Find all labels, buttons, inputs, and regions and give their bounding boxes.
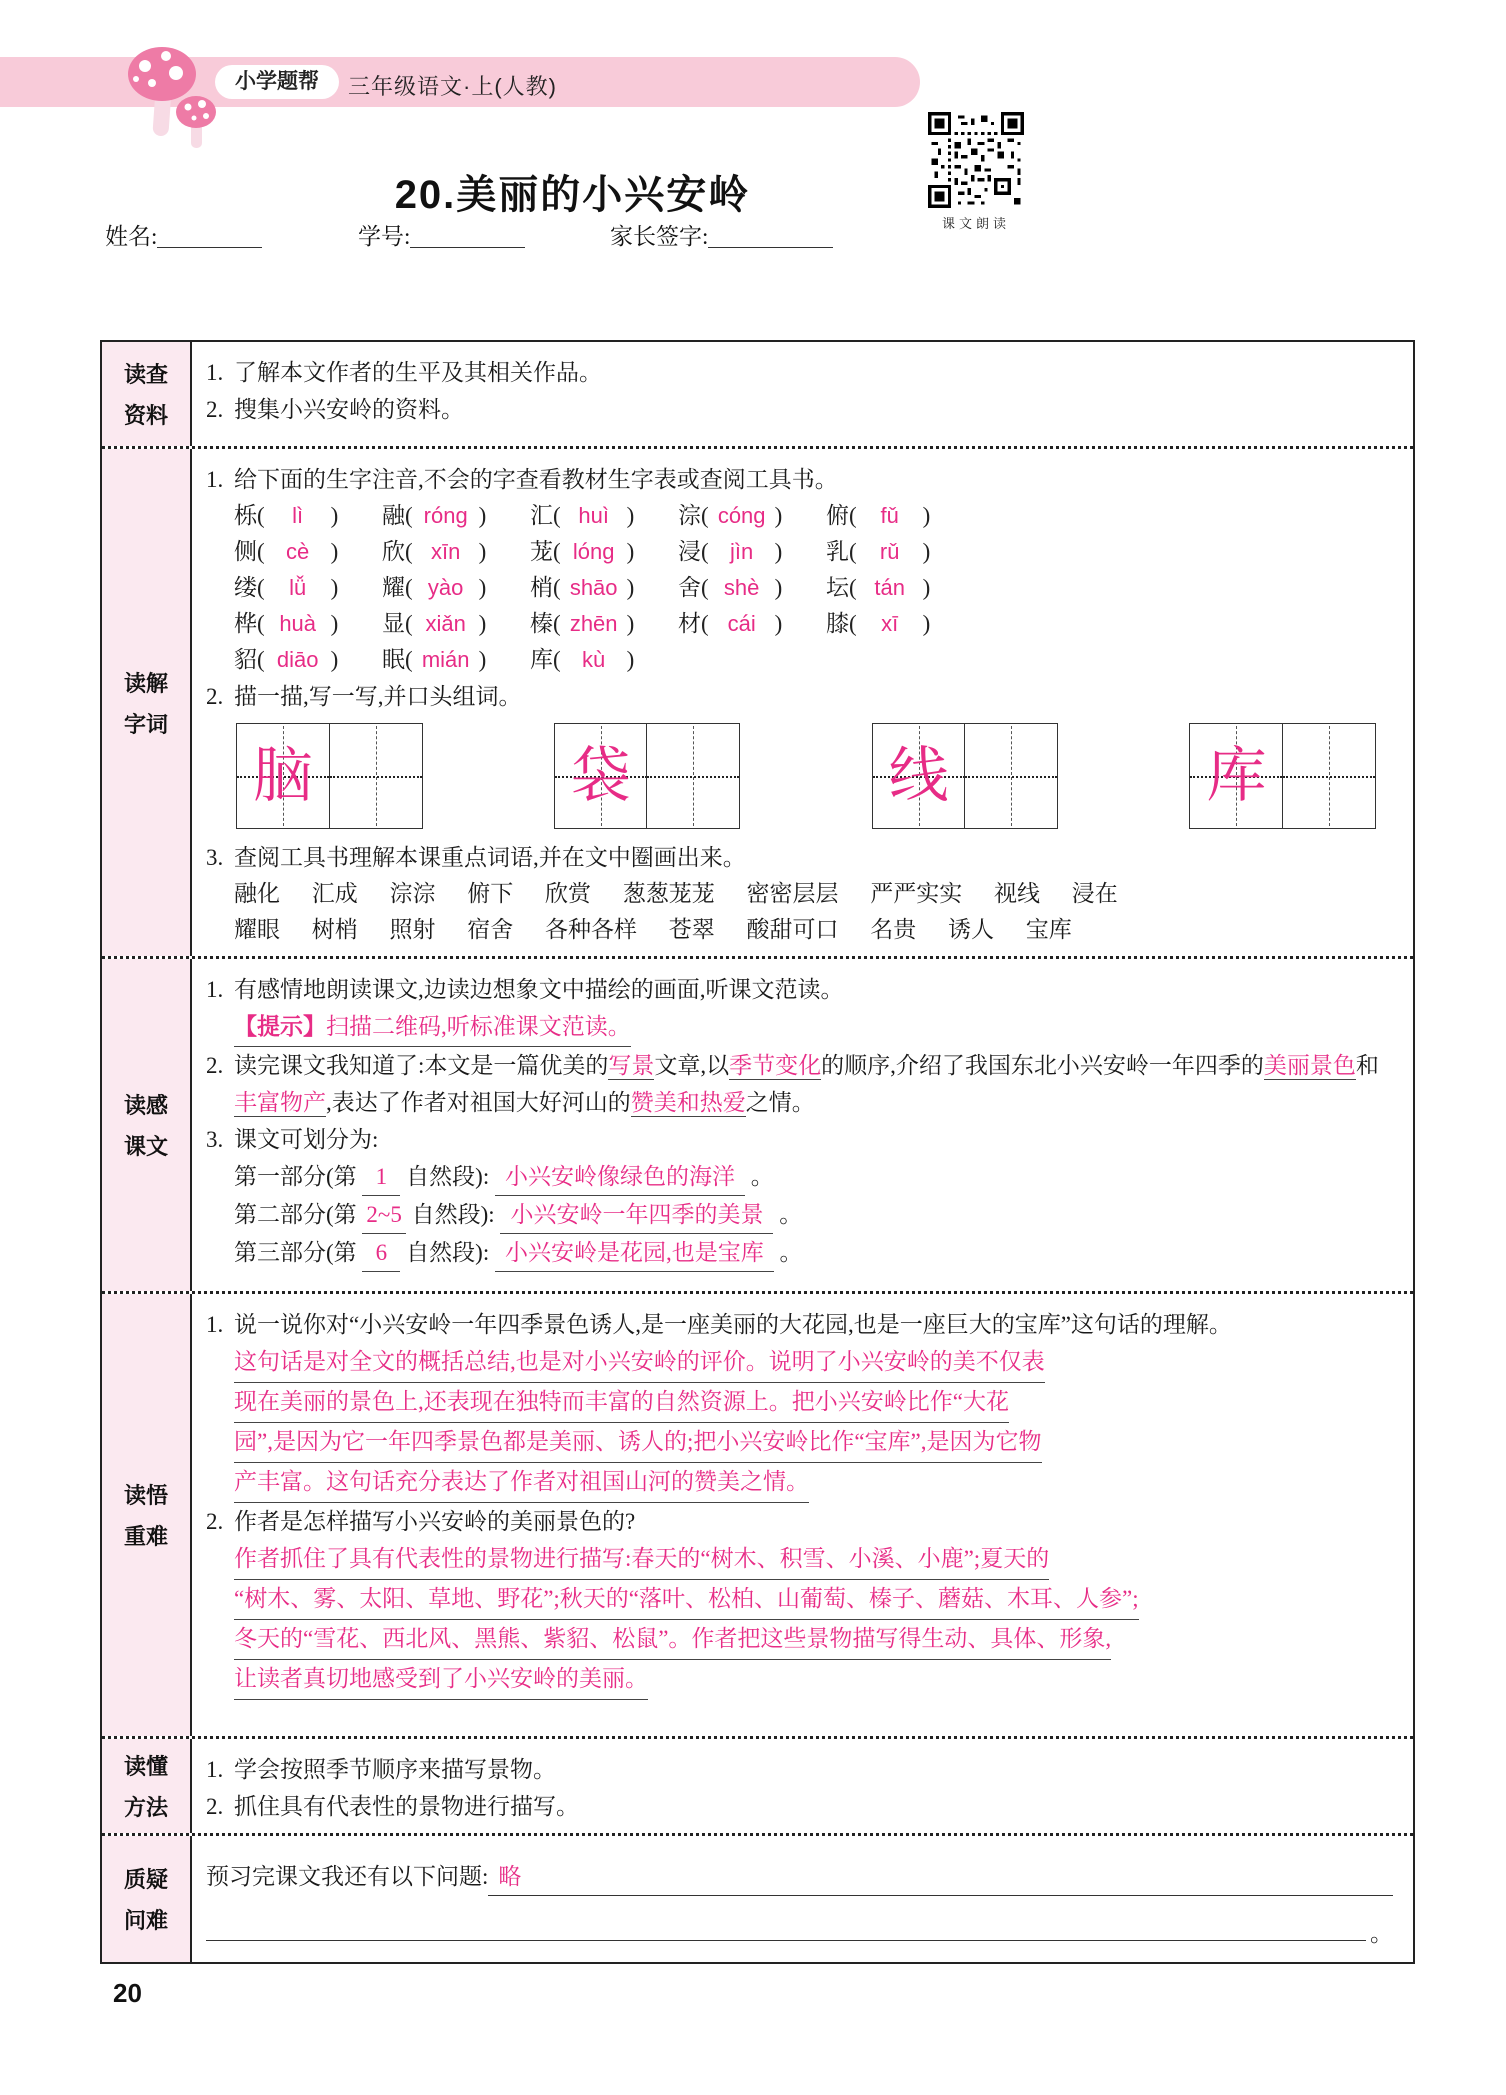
part-mid: 自然段):	[406, 1164, 490, 1189]
vocab-word: 各种各样	[545, 917, 637, 942]
trace-box[interactable]	[872, 723, 966, 829]
part-prefix: 第三部分(第	[234, 1240, 357, 1265]
pinyin-char: 耀	[382, 575, 405, 600]
edition-label: 三年级语文·上(人教)	[348, 74, 557, 99]
vocab-word: 淙淙	[389, 881, 436, 906]
trace-char: 库	[1206, 743, 1267, 809]
paren-close: )	[626, 503, 635, 528]
pinyin-annotation: lǚ	[289, 575, 307, 600]
paren-close: )	[922, 539, 931, 564]
vocab-word: 树梢	[311, 917, 358, 942]
vocab-word: 严严实实	[870, 881, 963, 906]
pinyin-entry	[530, 606, 678, 642]
section-reading	[102, 956, 1413, 1291]
section-label-method: 读懂 方法	[102, 1739, 192, 1833]
pinyin-annotation: kù	[582, 647, 606, 672]
paren-open: (	[257, 647, 265, 672]
parent-sign-field[interactable]	[610, 218, 833, 251]
pinyin-annotation: diāo	[276, 647, 319, 672]
pinyin-char: 俯	[826, 503, 849, 528]
item-summary: 2. 读完课文我知道了:本文是一篇优美的写景文章,以季节变化的顺序,介绍了我国东北小兴安岭一年四季的美丽景色和丰富物产,表达了作者对祖国大好河山的赞美和热爱之情。	[206, 1047, 1393, 1121]
pinyin-annotation: róng	[423, 503, 468, 528]
pinyin-entry	[826, 570, 974, 606]
part-number-blank: 6	[362, 1234, 400, 1272]
pinyin-annotation: shāo	[569, 575, 618, 600]
vocab-word: 宝库	[1025, 917, 1072, 942]
paren-close: )	[922, 503, 931, 528]
parent-sign-label: 家长签字:	[610, 224, 709, 249]
pinyin-char: 榛	[530, 611, 553, 636]
pinyin-annotation: huì	[578, 503, 609, 528]
passage-part-line	[234, 1234, 1393, 1272]
pinyin-annotation: rǔ	[879, 539, 900, 564]
pinyin-char: 坛	[826, 575, 849, 600]
paren-close: )	[774, 539, 783, 564]
name-field[interactable]	[105, 218, 262, 251]
student-id-field[interactable]	[358, 218, 525, 251]
paren-close: )	[478, 539, 487, 564]
paren-close: )	[922, 575, 931, 600]
section-read-research	[102, 342, 1413, 446]
pinyin-entry	[530, 498, 678, 534]
trace-box[interactable]	[554, 723, 648, 829]
pinyin-char: 茏	[530, 539, 553, 564]
paren-open: (	[257, 611, 265, 636]
pinyin-grid	[234, 498, 1393, 678]
pinyin-annotation: fǔ	[880, 503, 899, 528]
section-label-reading: 读感 课文	[102, 959, 192, 1291]
paren-open: (	[553, 539, 561, 564]
vocab-line-1	[234, 876, 1393, 912]
pinyin-entry	[530, 642, 678, 678]
answer-line: 让读者真切地感受到了小兴安岭的美丽。	[234, 1660, 648, 1700]
question-blank-line-2[interactable]	[206, 1910, 1366, 1941]
name-label: 姓名:	[105, 224, 158, 249]
pinyin-entry	[382, 642, 530, 678]
item-number: 2.	[206, 397, 224, 422]
pinyin-entry	[678, 534, 826, 570]
writing-grid-group[interactable]	[554, 723, 741, 829]
pinyin-char: 材	[678, 611, 701, 636]
pinyin-annotation: xīn	[430, 539, 461, 564]
paren-open: (	[405, 647, 413, 672]
part-number-blank: 1	[362, 1158, 400, 1196]
item-number: 1.	[206, 1757, 224, 1782]
pinyin-entry	[382, 498, 530, 534]
pinyin-char: 舍	[678, 575, 701, 600]
trace-char: 脑	[253, 743, 313, 809]
student-info-row	[0, 218, 1411, 252]
part-answer-blank: 小兴安岭像绿色的海洋	[495, 1158, 745, 1196]
structure-lead: 课文可划分为:	[234, 1127, 379, 1152]
paren-close: )	[330, 503, 339, 528]
paren-close: )	[330, 575, 339, 600]
paren-close: )	[478, 575, 487, 600]
paren-close: )	[774, 611, 783, 636]
part-prefix: 第二部分(第	[234, 1202, 357, 1227]
mushroom-logo-icon	[112, 38, 227, 158]
answer-line: 这句话是对全文的概括总结,也是对小兴安岭的评价。说明了小兴安岭的美不仅表	[234, 1343, 1045, 1383]
paren-close: )	[478, 647, 487, 672]
part-mid: 自然段):	[406, 1240, 490, 1265]
pinyin-char: 缕	[234, 575, 257, 600]
part-number-blank: 2~5	[362, 1196, 405, 1234]
vocab-line-2	[234, 912, 1393, 948]
pinyin-char: 乳	[826, 539, 849, 564]
highlight-blank: 写景	[608, 1053, 655, 1078]
part-answer-blank: 小兴安岭是花园,也是宝库	[495, 1234, 774, 1272]
paren-open: (	[405, 575, 413, 600]
writing-grid[interactable]	[236, 723, 1376, 829]
pinyin-annotation: yào	[427, 575, 464, 600]
list-item	[206, 391, 1393, 428]
part-answer-blank: 小兴安岭一年四季的美景	[500, 1196, 773, 1234]
paren-open: (	[849, 503, 857, 528]
part-mid: 自然段):	[411, 1202, 495, 1227]
pinyin-char: 浸	[678, 539, 701, 564]
paren-close: )	[626, 575, 635, 600]
item-text: 学会按照季节顺序来描写景物。	[234, 1757, 556, 1782]
paren-open: (	[405, 539, 413, 564]
vocab-word: 视线	[994, 881, 1040, 906]
paren-open: (	[701, 611, 709, 636]
part-period: 。	[750, 1164, 774, 1189]
pinyin-annotation: mián	[421, 647, 470, 672]
vocab-word: 浸在	[1071, 881, 1118, 906]
pinyin-entry	[826, 498, 974, 534]
trace-char: 袋	[570, 743, 631, 809]
vocab-word: 酸甜可口	[746, 917, 839, 942]
paren-open: (	[849, 539, 857, 564]
page-number: 20	[113, 1978, 142, 2008]
answer-line: 现在美丽的景色上,还表现在独特而丰富的自然资源上。把小兴安岭比作“大花	[234, 1383, 1009, 1423]
pinyin-annotation: jìn	[730, 539, 754, 564]
section-label-words: 读解 字词	[102, 449, 192, 956]
section-questions	[102, 1833, 1413, 1962]
pinyin-annotation: xī	[881, 611, 899, 636]
paren-close: )	[626, 539, 635, 564]
pinyin-annotation: cái	[727, 611, 756, 636]
trace-char: 线	[888, 743, 949, 809]
answer-line: 冬天的“雪花、西北风、黑熊、紫貂、松鼠”。作者把这些景物描写得生动、具体、形象,	[234, 1620, 1111, 1660]
pinyin-entry	[382, 606, 530, 642]
item-text: 抓住具有代表性的景物进行描写。	[234, 1794, 579, 1819]
paren-close: )	[922, 611, 931, 636]
passage-part-line	[234, 1196, 1393, 1234]
part-period: 。	[779, 1240, 803, 1265]
paren-close: )	[478, 503, 487, 528]
answer-line: 产丰富。这句话充分表达了作者对祖国山河的赞美之情。	[234, 1463, 809, 1503]
highlight-blank: 丰富物产	[234, 1090, 326, 1115]
paren-close: )	[626, 647, 635, 672]
item-pinyin: 1. 给下面的生字注音,不会的字查看教材生字表或查阅工具书。	[206, 467, 838, 492]
paren-open: (	[257, 503, 265, 528]
vocab-word: 融化	[234, 881, 280, 906]
vocab-word: 耀眼	[234, 917, 280, 942]
paren-close: )	[626, 611, 635, 636]
vocab-word: 照射	[389, 917, 436, 942]
qr-caption: 课文朗读	[941, 216, 1010, 231]
vocab-word: 俯下	[467, 881, 514, 906]
paren-open: (	[849, 611, 857, 636]
pinyin-entry	[530, 570, 678, 606]
pinyin-annotation: lì	[292, 503, 304, 528]
paren-close: )	[774, 575, 783, 600]
item-text: 了解本文作者的生平及其相关作品。	[234, 360, 602, 385]
highlight-blank: 赞美和热爱	[630, 1090, 746, 1115]
section-label-read-research: 读查 资料	[102, 342, 192, 446]
item-vocab: 3. 查阅工具书理解本课重点词语,并在文中圈画出来。	[206, 845, 746, 870]
list-item	[206, 1788, 1393, 1825]
pinyin-char: 欣	[382, 539, 405, 564]
summary-text: 读完课文我知道了:本文是一篇优美的写景文章,以季节变化的顺序,介绍了我国东北小兴安岭一年四季的美丽景色和丰富物产,表达了作者对祖国大好河山的赞美和热爱之情。	[234, 1053, 1379, 1115]
pinyin-char: 汇	[530, 503, 553, 528]
writing-grid-group[interactable]	[1189, 723, 1376, 829]
answer-2	[206, 1540, 1393, 1700]
paren-open: (	[553, 575, 561, 600]
pinyin-entry	[234, 498, 382, 534]
pinyin-annotation: cè	[286, 539, 310, 564]
pinyin-char: 梢	[530, 575, 553, 600]
question-2: 2. 作者是怎样描写小兴安岭的美丽景色的?	[206, 1509, 636, 1534]
list-item	[206, 1751, 1393, 1788]
item-number: 2.	[206, 1794, 224, 1819]
name-input-line[interactable]	[157, 223, 262, 248]
paren-open: (	[553, 647, 561, 672]
pinyin-char: 栎	[234, 503, 257, 528]
practice-box[interactable]	[964, 723, 1058, 829]
trace-box[interactable]	[236, 723, 330, 829]
practice-box[interactable]	[1282, 723, 1376, 829]
writing-grid-group[interactable]	[236, 723, 423, 829]
answer-line: 园”,是因为它一年四季景色都是美丽、诱人的;把小兴安岭比作“宝库”,是因为它物	[234, 1423, 1042, 1463]
pinyin-entry	[826, 534, 974, 570]
item-trace: 2. 描一描,写一写,并口头组词。	[206, 684, 522, 709]
pinyin-annotation: huà	[279, 611, 317, 636]
answer-1	[206, 1343, 1393, 1503]
passage-part-line	[234, 1158, 1393, 1196]
trace-box[interactable]	[1189, 723, 1283, 829]
section-key-points	[102, 1291, 1413, 1736]
paren-close: )	[330, 611, 339, 636]
answer-line: “树木、雾、太阳、草地、野花”;秋天的“落叶、松柏、山葡萄、榛子、蘑菇、木耳、人参”;	[234, 1580, 1139, 1620]
pinyin-entry	[382, 534, 530, 570]
pinyin-char: 膝	[826, 611, 849, 636]
pinyin-entry	[678, 570, 826, 606]
part-prefix: 第一部分(第	[234, 1164, 357, 1189]
pinyin-annotation: tán	[874, 575, 905, 600]
paren-close: )	[330, 647, 339, 672]
part-period: 。	[779, 1202, 803, 1227]
paren-open: (	[405, 611, 413, 636]
paren-close: )	[330, 539, 339, 564]
section-label-questions: 质疑 问难	[102, 1836, 192, 1962]
list-item	[206, 354, 1393, 391]
pinyin-entry	[234, 606, 382, 642]
tip-line	[206, 1008, 1393, 1047]
vocab-word: 诱人	[948, 917, 994, 942]
student-id-label: 学号:	[358, 224, 411, 249]
practice-box[interactable]	[646, 723, 740, 829]
pinyin-annotation: xiǎn	[425, 611, 466, 636]
paren-open: (	[701, 503, 709, 528]
paren-open: (	[553, 611, 561, 636]
item-number: 1.	[206, 360, 224, 385]
vocab-word: 葱葱茏茏	[622, 881, 715, 906]
paren-open: (	[701, 575, 709, 600]
pinyin-annotation: zhēn	[569, 611, 618, 636]
pinyin-entry	[234, 534, 382, 570]
writing-grid-group[interactable]	[872, 723, 1059, 829]
tip-tag: 【提示】	[234, 1013, 326, 1039]
item-read-aloud: 1. 有感情地朗读课文,边读边想象文中描绘的画面,听课文范读。	[206, 977, 844, 1002]
pinyin-char: 淙	[678, 503, 701, 528]
question-1: 1. 说一说你对“小兴安岭一年四季景色诱人,是一座美丽的大花园,也是一座巨大的宝库”这句话的理解。	[206, 1312, 1232, 1337]
paren-open: (	[849, 575, 857, 600]
pinyin-char: 融	[382, 503, 405, 528]
brand-badge: 小学题帮	[215, 65, 339, 99]
pinyin-char: 桦	[234, 611, 257, 636]
paren-open: (	[701, 539, 709, 564]
qr-code	[928, 112, 1024, 208]
parent-sign-input-line[interactable]	[708, 223, 833, 248]
pinyin-annotation: shè	[723, 575, 760, 600]
line-end-period: 。	[1370, 1921, 1393, 1946]
vocab-word: 宿舍	[467, 917, 514, 942]
pinyin-annotation: cóng	[717, 503, 766, 528]
paren-close: )	[774, 503, 783, 528]
questions-lead: 预习完课文我还有以下问题:	[206, 1864, 489, 1889]
page-title: 20.美丽的小兴安岭	[394, 172, 751, 217]
pinyin-entry	[234, 642, 382, 678]
item-structure: 3. 课文可划分为: 第一部分(第 1 自然段): 小兴安岭像绿色的海洋 。 第二部分(第 2~5 自然段): 小兴安岭一年四季的美景 。 第三部分(第 6 自然段): 小兴安岭是花园,也是宝库 。	[206, 1121, 1393, 1272]
section-words	[102, 446, 1413, 956]
pinyin-entry	[678, 498, 826, 534]
highlight-blank: 美丽景色	[1263, 1053, 1356, 1078]
practice-box[interactable]	[329, 723, 423, 829]
pinyin-entry	[234, 570, 382, 606]
section-method	[102, 1736, 1413, 1833]
pinyin-char: 侧	[234, 539, 257, 564]
pinyin-entry	[530, 534, 678, 570]
highlight-blank: 季节变化	[729, 1053, 822, 1078]
pinyin-entry	[678, 606, 826, 642]
pinyin-char: 貂	[234, 647, 257, 672]
section-label-key-points: 读悟 重难	[102, 1294, 192, 1736]
worksheet-table	[100, 340, 1415, 1964]
pinyin-annotation: lóng	[572, 539, 615, 564]
vocab-word: 欣赏	[545, 881, 591, 906]
paren-open: (	[257, 575, 265, 600]
answer-line: 作者抓住了具有代表性的景物进行描写:春天的“树木、积雪、小溪、小鹿”;夏天的	[234, 1540, 1049, 1580]
paren-open: (	[405, 503, 413, 528]
pinyin-char: 眠	[382, 647, 405, 672]
paren-open: (	[257, 539, 265, 564]
student-id-input-line[interactable]	[410, 223, 525, 248]
question-blank-line-1[interactable]: 略	[488, 1858, 1393, 1896]
tip-text: 扫描二维码,听标准课文范读。	[326, 1014, 631, 1039]
pinyin-char: 库	[530, 647, 553, 672]
paren-close: )	[478, 611, 487, 636]
pinyin-entry	[826, 606, 974, 642]
vocab-word: 密密层层	[746, 881, 839, 906]
vocab-word: 名贵	[870, 917, 917, 942]
vocab-word: 苍翠	[668, 917, 715, 942]
vocab-word: 汇成	[311, 881, 358, 906]
paren-open: (	[553, 503, 561, 528]
pinyin-entry	[382, 570, 530, 606]
pinyin-char: 显	[382, 611, 405, 636]
item-text: 搜集小兴安岭的资料。	[234, 397, 464, 422]
